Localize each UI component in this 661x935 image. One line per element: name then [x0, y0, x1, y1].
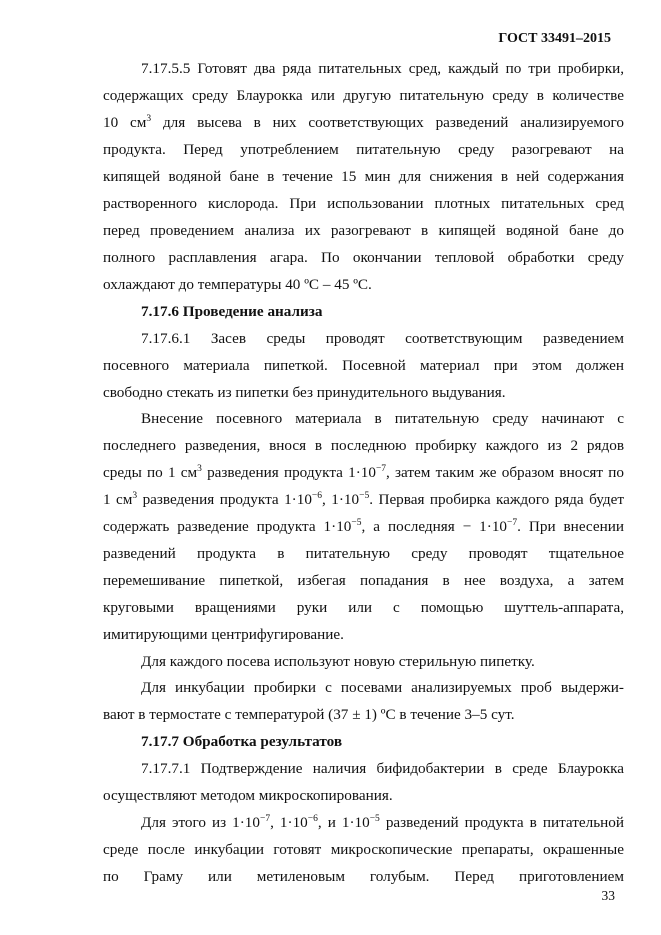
text-run: . При внесении: [517, 518, 624, 535]
text-run: , 1·10: [270, 814, 308, 831]
paragraph-line: 7.17.5.5 Готовят два ряда питательных сред, каждый по три пробирки,: [141, 60, 624, 77]
paragraph-line: охлаждают до температуры 40 ºC – 45 ºC.: [103, 276, 372, 293]
paragraph-line: [141, 813, 624, 833]
paragraph-line: продукта. Перед употреблением питательную среду разогревают на: [103, 141, 624, 158]
paragraph-line: перемешивание пипеткой, избегая попадания в нее воздуха, а затем: [103, 572, 624, 589]
paragraph-line: растворенного кислорода. При использовании плотных питательных сред: [103, 195, 624, 212]
paragraph-line: посевного материала пипеткой. Посевной материал при этом должен: [103, 357, 624, 374]
paragraph-line: [103, 517, 624, 537]
text-run: , 1·10: [322, 491, 360, 508]
paragraph-line: Для инкубации пробирки с посевами анализируемых проб выдержи-: [141, 679, 624, 696]
text-run: разведения продукта 1·10: [137, 491, 312, 508]
paragraph-line: [103, 463, 624, 483]
superscript: −5: [351, 518, 362, 528]
text-run: среды по 1 см: [103, 464, 198, 481]
paragraph-line: Внесение посевного материала в питательную среду начинают с: [141, 410, 624, 427]
text-run: для высева в них соответствующих разведений анализируемого: [151, 114, 624, 131]
paragraph-line: осуществляют методом микроскопирования.: [103, 787, 393, 804]
page-number: 33: [601, 888, 615, 903]
text-run: , затем таким же образом вносят по: [386, 464, 624, 481]
paragraph-line: [103, 490, 624, 510]
superscript: −6: [311, 491, 323, 501]
paragraph-line: по Граму или метиленовым голубым. Перед приготовлением: [103, 868, 624, 885]
superscript: 3: [197, 464, 202, 474]
text-run: , а последняя − 1·10: [361, 518, 508, 535]
section-heading: 7.17.7 Обработка результатов: [141, 733, 343, 750]
text-run: . Первая пробирка каждого ряда будет: [369, 491, 624, 508]
paragraph-line: Для каждого посева используют новую стерильную пипетку.: [141, 653, 535, 670]
superscript: 3: [132, 491, 138, 501]
paragraph-line: свободно стекать из пипетки без принудительного выдувания.: [103, 384, 506, 401]
text-run: разведений продукта в питательной: [379, 814, 625, 831]
paragraph-line: перед проведением анализа их разогревают в кипящей водяной бане до: [103, 222, 624, 239]
text-run: Для этого из 1·10: [141, 814, 260, 831]
superscript: 3: [146, 114, 152, 124]
paragraph-line: имитирующими центрифугирование.: [103, 626, 344, 643]
document-header: ГОСТ 33491–2015: [498, 31, 611, 46]
superscript: −7: [375, 464, 387, 474]
superscript: −5: [359, 491, 370, 501]
paragraph-line: кипящей водяной бане в течение 15 мин для снижения в ней содержания: [103, 168, 624, 185]
superscript: −5: [369, 814, 380, 824]
paragraph-line: 7.17.6.1 Засев среды проводят соответствующим разведением: [141, 330, 624, 347]
text-run: разведения продукта 1·10: [201, 464, 376, 481]
paragraph-line: последнего разведения, внося в последнюю пробирку каждого из 2 рядов: [103, 437, 624, 454]
paragraph-line: среде после инкубации готовят микроскопические препараты, окрашенные: [103, 841, 624, 858]
paragraph-line: полного расплавления агара. По окончании тепловой обработки среду: [103, 249, 624, 266]
text-run: содержать разведение продукта 1·10: [103, 518, 352, 535]
superscript: −6: [307, 814, 318, 824]
paragraph-line: разведений продукта в питательную среду проводят тщательное: [103, 545, 624, 562]
text-run: , и 1·10: [317, 814, 370, 831]
paragraph-line: круговыми вращениями руки или с помощью шуттель-аппарата,: [103, 599, 624, 616]
paragraph-line: вают в термостате с температурой (37 ± 1) ºC в течение 3–5 сут.: [103, 706, 515, 723]
superscript: −7: [507, 518, 518, 528]
section-heading: 7.17.6 Проведение анализа: [141, 303, 323, 320]
paragraph-line: [103, 113, 624, 133]
paragraph-line: 7.17.7.1 Подтверждение наличия бифидобактерии в среде Блаурокка: [141, 760, 624, 777]
paragraph-line: содержащих среду Блаурокка или другую питательную среду в количестве: [103, 87, 624, 104]
text-run: 1 см: [103, 491, 133, 508]
text-run: 10 см: [103, 114, 147, 131]
superscript: −7: [259, 814, 271, 824]
